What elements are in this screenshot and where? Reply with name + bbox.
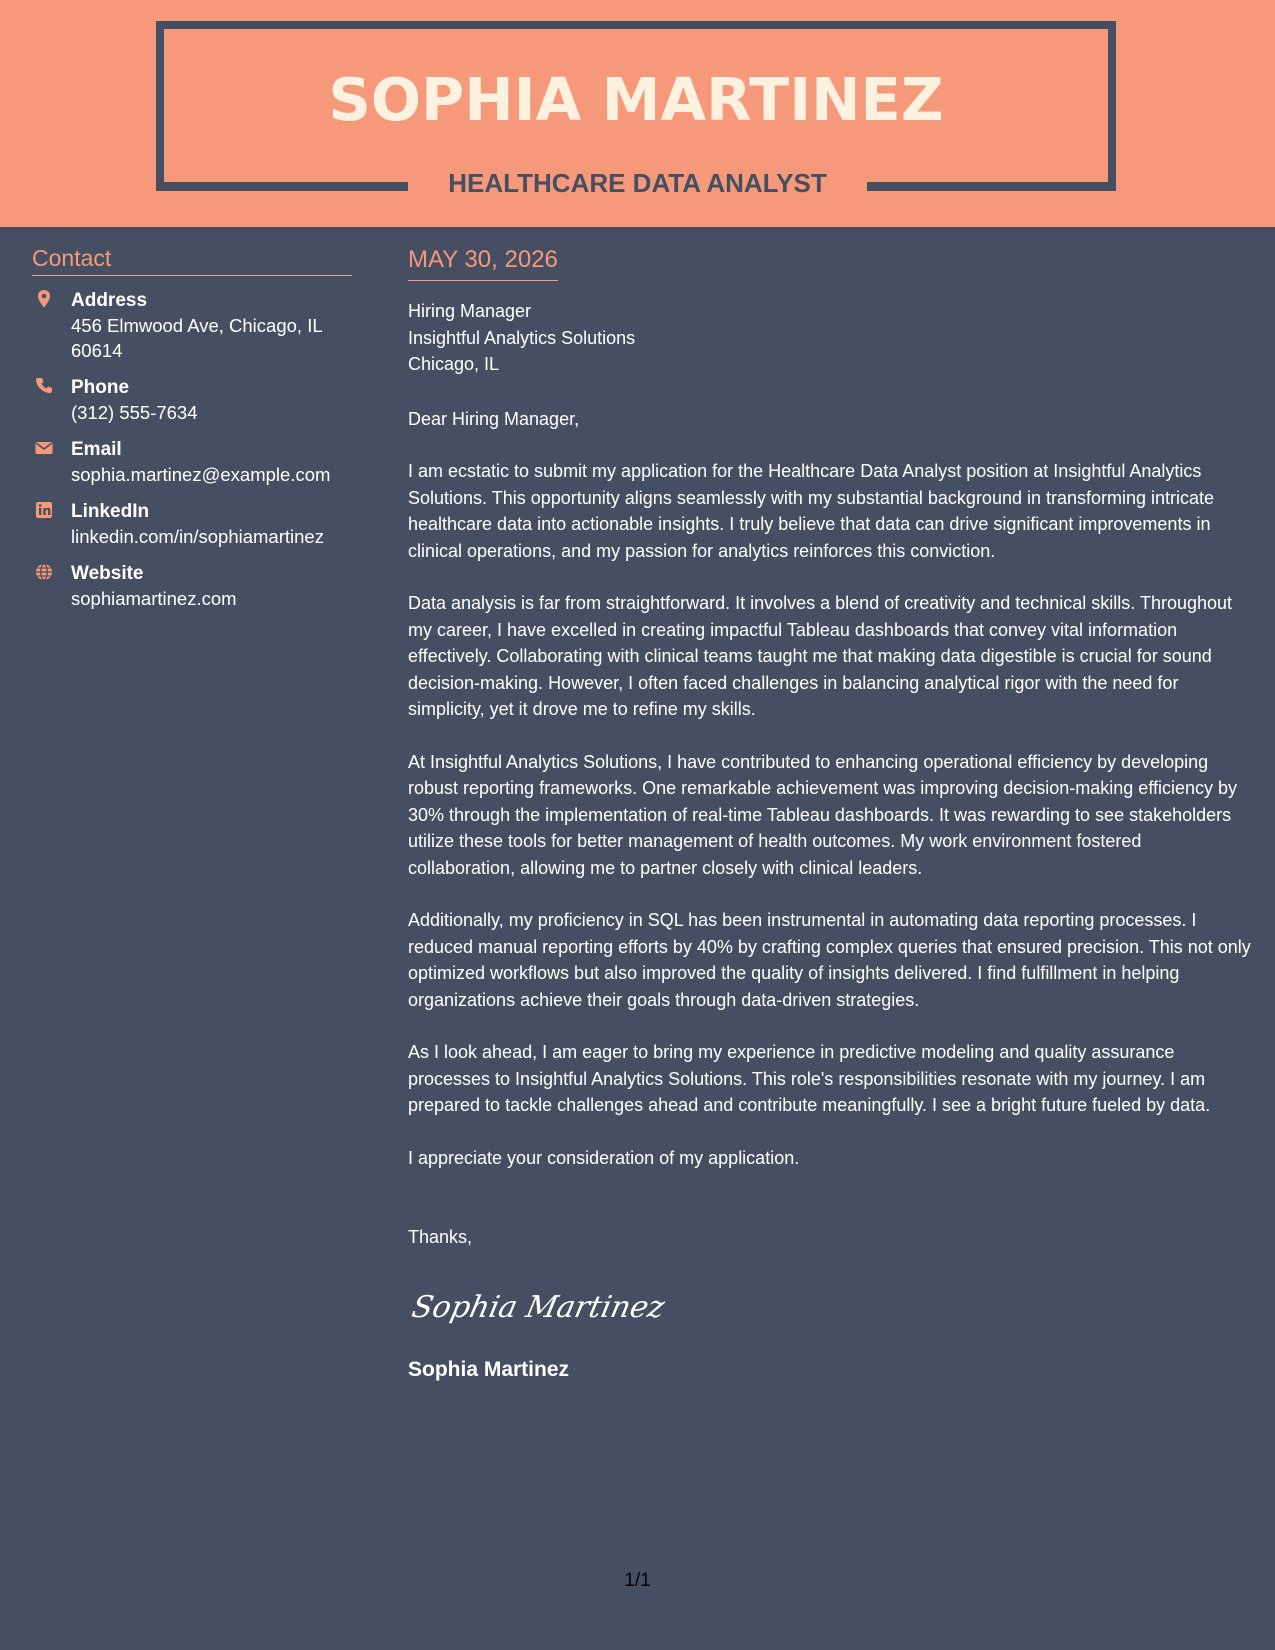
- recipient-block: [408, 298, 1253, 378]
- letter-date: MAY 30, 2026: [408, 245, 558, 281]
- body-paragraph: I am ecstatic to submit my application for the Healthcare Data Analyst position at Insightful Analytics Solutions. This opportunity aligns seamlessly with my substantial background in transforming intricate healthcare data into actionable insights. I truly believe that data can drive significant improvements in clinical operations, and my passion for analytics reinforces this conviction.: [408, 461, 1215, 561]
- recipient-line: Hiring Manager: [408, 301, 532, 321]
- contact-website: [32, 561, 352, 611]
- linkedin-value: linkedin.com/in/sophiamartinez: [71, 526, 324, 547]
- contact-heading: Contact: [32, 243, 352, 276]
- contact-label: Phone: [71, 377, 130, 398]
- svg-text:Sophia Martinez: Sophia Martinez: [408, 1289, 668, 1325]
- envelope-icon: [35, 438, 53, 458]
- website-value: sophiamartinez.com: [71, 588, 237, 609]
- globe-icon: [35, 562, 53, 582]
- body-paragraph: Additionally, my proficiency in SQL has been instrumental in automating data reporting processes. I reduced manual reporting efforts by 40% by crafting complex queries that ensured precision. This not only optimized workflows but also improved the quality of insights delivered. I find fulfillment in helping organizations achieve their goals through data-driven strategies.: [408, 910, 1251, 1010]
- applicant-name: SOPHIA MARTINEZ: [328, 65, 944, 134]
- header-banner: [0, 0, 1275, 227]
- contact-address: [32, 288, 352, 363]
- email-value: sophia.martinez@example.com: [71, 464, 331, 485]
- contact-sidebar: [32, 227, 352, 611]
- frame-line-left: [156, 182, 408, 191]
- contact-email: [32, 437, 352, 487]
- job-title: HEALTHCARE DATA ANALYST: [448, 168, 827, 198]
- contact-label: Website: [71, 563, 144, 584]
- frame-line-right: [867, 182, 1116, 191]
- contact-label: Address: [71, 290, 148, 311]
- phone-value: (312) 555-7634: [71, 402, 198, 423]
- recipient-line: Chicago, IL: [408, 354, 500, 374]
- page-number: 1/1: [624, 1570, 651, 1591]
- phone-icon: [35, 376, 53, 396]
- contact-label: LinkedIn: [71, 501, 150, 522]
- body-paragraph: At Insightful Analytics Solutions, I have contributed to enhancing operational efficiency by developing robust reporting frameworks. One remarkable achievement was improving decision-making efficiency by 30% through the implementation of real-time Tableau dashboards. It was rewarding to see stakeholders utilize these tools for better management of health outcomes. My work environment fostered collaboration, allowing me to partner closely with clinical leaders.: [408, 751, 1238, 878]
- contact-phone: [32, 375, 352, 425]
- contact-label: Email: [71, 439, 122, 460]
- closing: Thanks,: [408, 1227, 473, 1247]
- address-value: 456 Elmwood Ave, Chicago, IL 60614: [71, 315, 322, 361]
- contact-linkedin: [32, 499, 352, 549]
- linkedin-icon: [35, 500, 53, 520]
- recipient-line: Insightful Analytics Solutions: [408, 327, 636, 348]
- body-paragraph: Data analysis is far from straightforward. It involves a blend of creativity and technical skills. Throughout my career, I have excelled in creating impactful Tableau dashboards that convey vital information effectively. Collaborating with clinical teams taught me that making data digestible is crucial for sound decision-making. However, I often faced challenges in balancing analytical rigor with the need for simplicity, yet it drove me to refine my skills.: [408, 593, 1233, 719]
- body-paragraph: As I look ahead, I am eager to bring my experience in predictive modeling and quality assurance processes to Insightful Analytics Solutions. This role's responsibilities resonate with my journey. I am prepared to tackle challenges ahead and contribute meaningfully. I see a bright future fueled by data.: [408, 1042, 1211, 1115]
- handwritten-signature: [408, 1281, 668, 1331]
- salutation: Dear Hiring Manager,: [408, 408, 580, 429]
- letter-body: [408, 227, 1253, 1384]
- body-paragraph: I appreciate your consideration of my application.: [408, 1147, 800, 1168]
- signed-name: Sophia Martinez: [408, 1357, 570, 1381]
- map-pin-icon: [35, 289, 53, 309]
